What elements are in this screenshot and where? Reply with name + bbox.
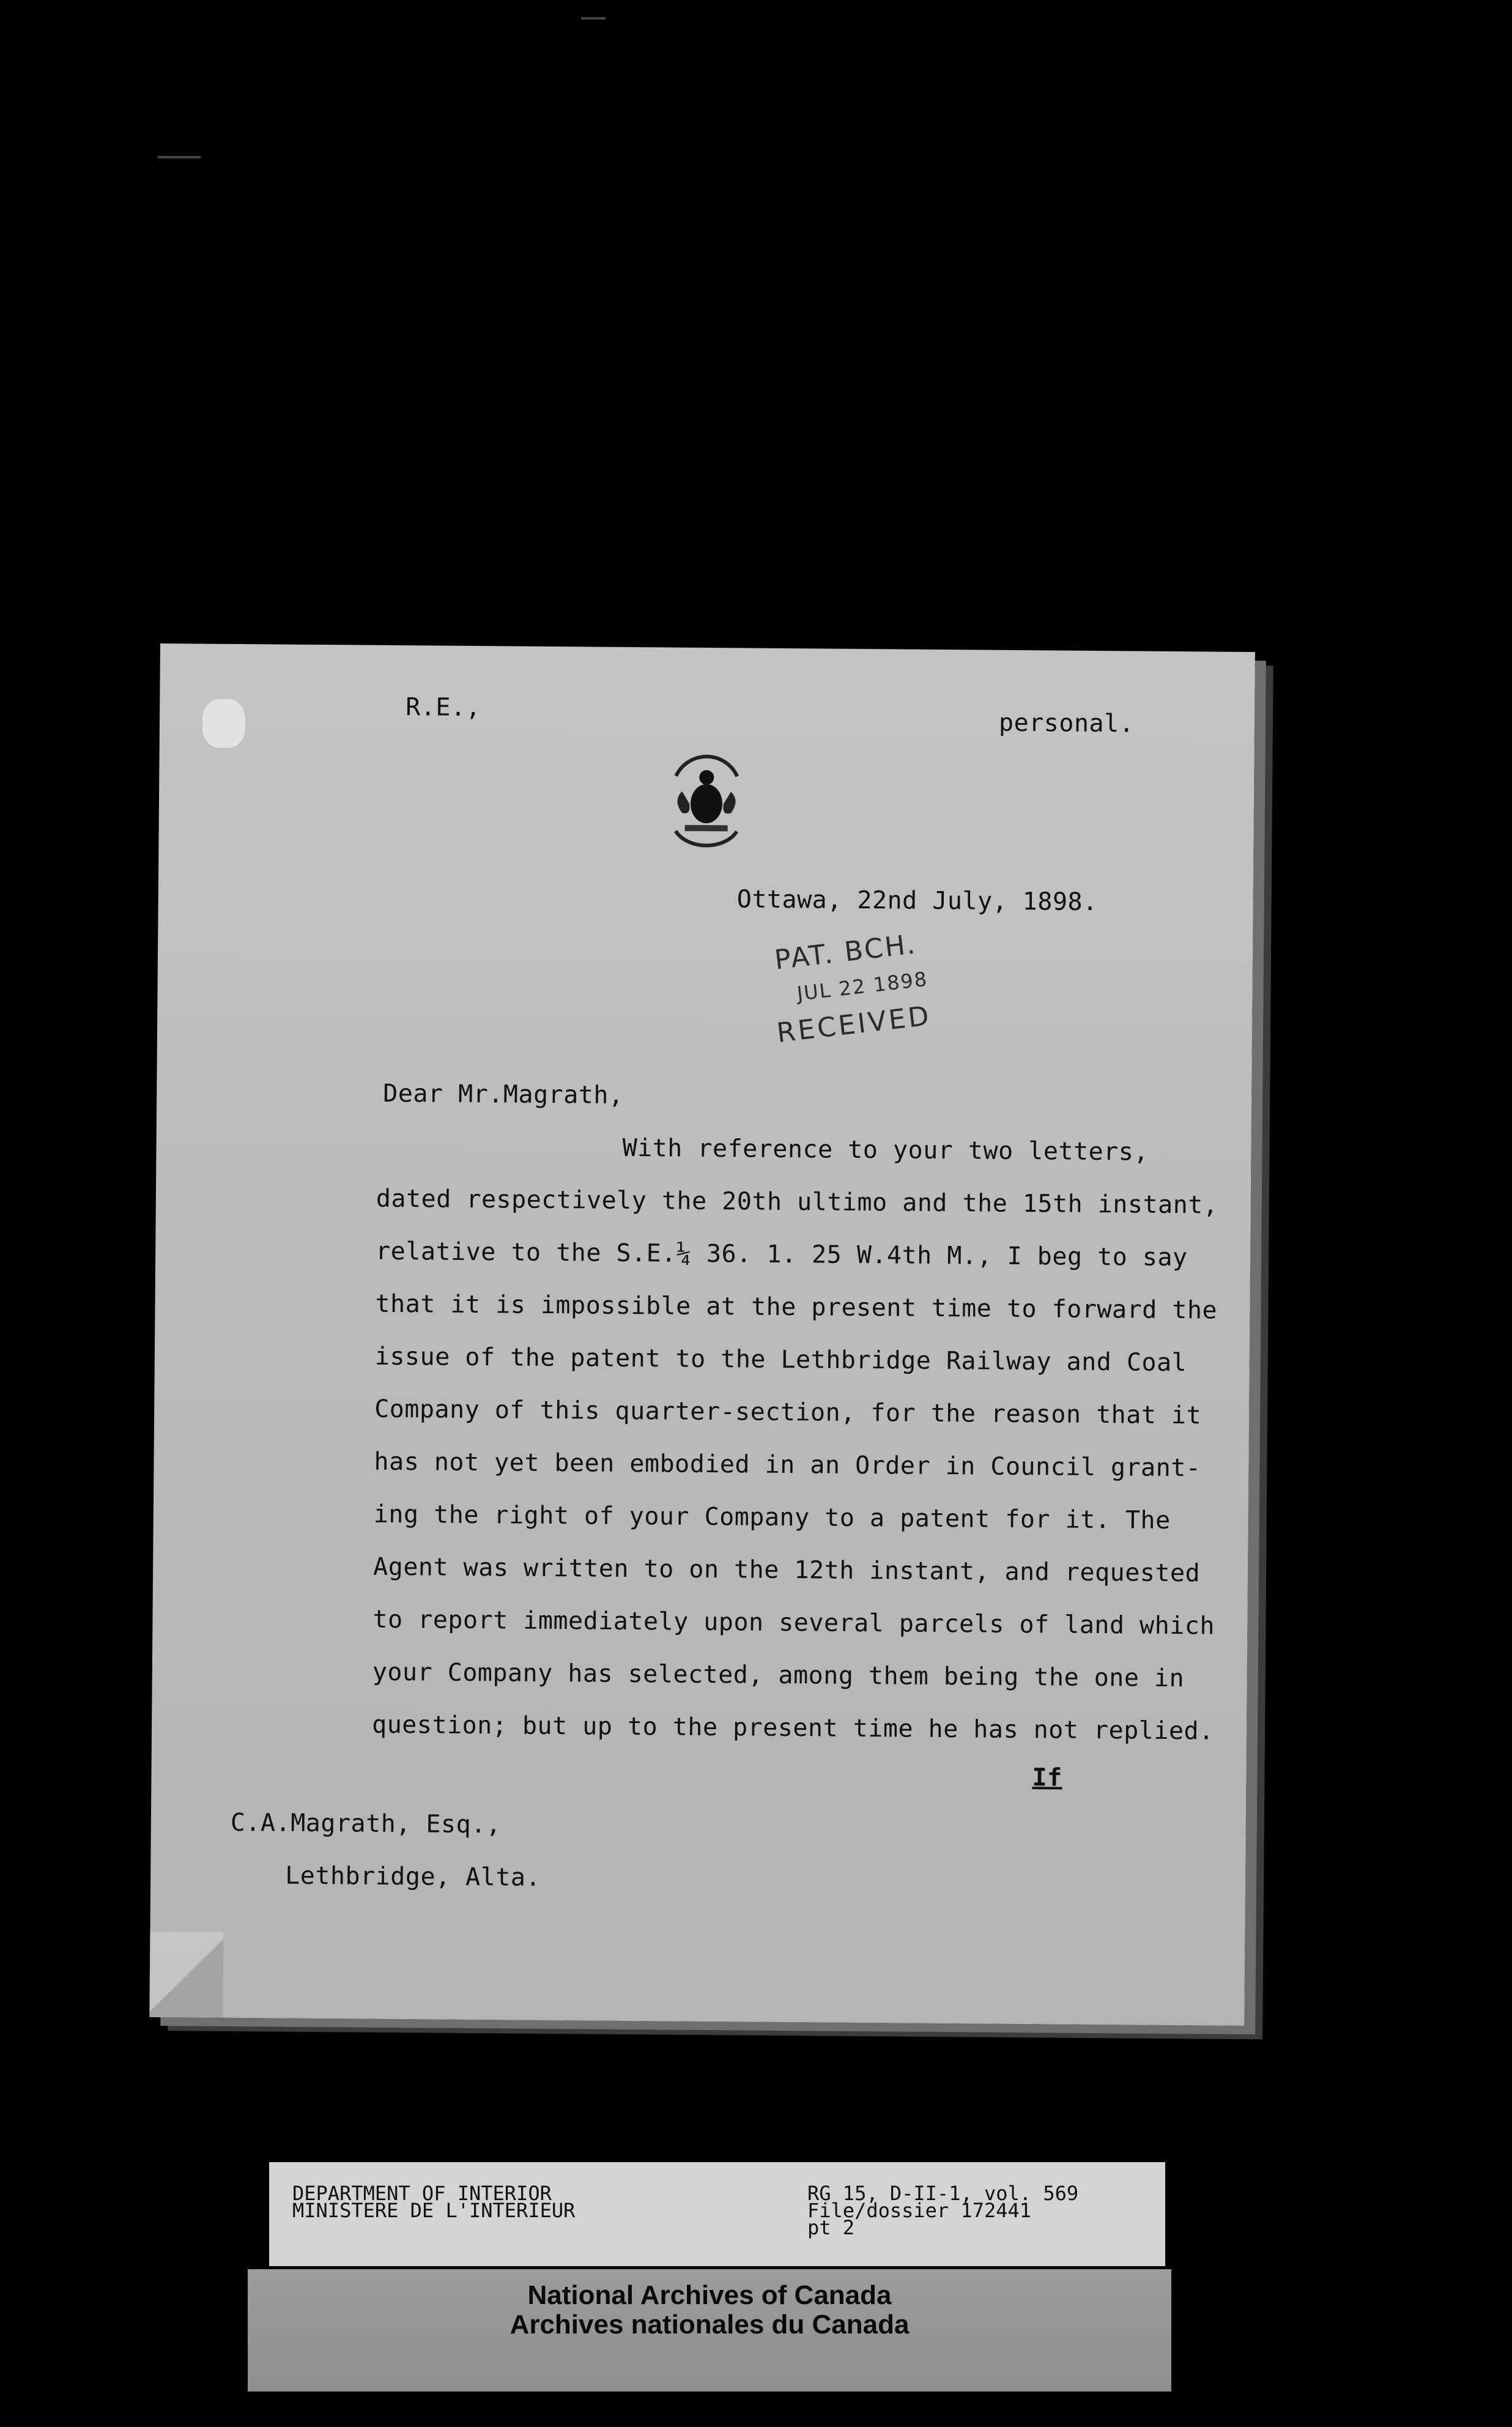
received-stamp [767, 928, 934, 1049]
dateline: Ottawa, 22nd July, 1898. [736, 885, 1098, 917]
file-number: File/dossier 172441 [807, 2199, 1032, 2222]
page-catchword: If [1032, 1763, 1062, 1792]
paper-damage [202, 699, 246, 749]
body-line: ing the right of your Company to a patent for it. The [373, 1500, 1171, 1535]
national-archives-banner [248, 2269, 1171, 2392]
folded-corner [149, 1932, 223, 2018]
archive-reference-label [269, 2162, 1165, 2266]
stamp-received: RECEIVED [775, 1000, 933, 1049]
part-number: pt 2 [807, 2216, 855, 2239]
addressee-name: C.A.Magrath, Esq., [230, 1808, 502, 1839]
scan-speck [581, 17, 606, 20]
record-group: RG 15, D-II-1, vol. 569 [807, 2182, 1079, 2205]
department-french: MINISTERE DE L'INTERIEUR [292, 2199, 576, 2222]
salutation: Dear Mr.Magrath, [383, 1079, 624, 1110]
stamp-date: JUL 22 1898 [795, 967, 930, 1006]
stamp-office: PAT. BCH. [773, 928, 919, 976]
department-crest [657, 739, 755, 852]
scan-speck [158, 156, 201, 158]
department-english: DEPARTMENT OF INTERIOR [292, 2182, 552, 2205]
body-line: With reference to your two letters, [622, 1133, 1149, 1166]
body-line: question; but up to the present time he has not replied. [371, 1710, 1214, 1746]
body-line: your Company has selected, among them being the one in [372, 1658, 1185, 1693]
body-line: Company of this quarter-section, for the reason that it [374, 1395, 1202, 1430]
letter-page [149, 643, 1255, 2026]
body-line: Agent was written to on the 12th instant, and requested [372, 1552, 1201, 1588]
body-line: relative to the S.E.¼ 36. 1. 25 W.4th M., I beg to say [376, 1237, 1188, 1272]
archives-english: National Archives of Canada [527, 2280, 892, 2310]
body-line: issue of the patent to the Lethbridge Railway and Coal [374, 1342, 1187, 1377]
coat-of-arms-icon [657, 739, 755, 850]
addressee-place: Lethbridge, Alta. [285, 1861, 541, 1892]
reference-initials: R.E., [406, 693, 481, 722]
personal-marking: personal. [998, 708, 1135, 738]
body-line: has not yet been embodied in an Order in Council grant- [374, 1447, 1201, 1483]
body-line: that it is impossible at the present time to forward the [375, 1289, 1218, 1325]
body-line: dated respectively the 20th ultimo and the 15th instant, [376, 1184, 1218, 1220]
body-line: to report immediately upon several parcels of land which [372, 1605, 1215, 1640]
archives-french: Archives nationales du Canada [510, 2310, 910, 2340]
